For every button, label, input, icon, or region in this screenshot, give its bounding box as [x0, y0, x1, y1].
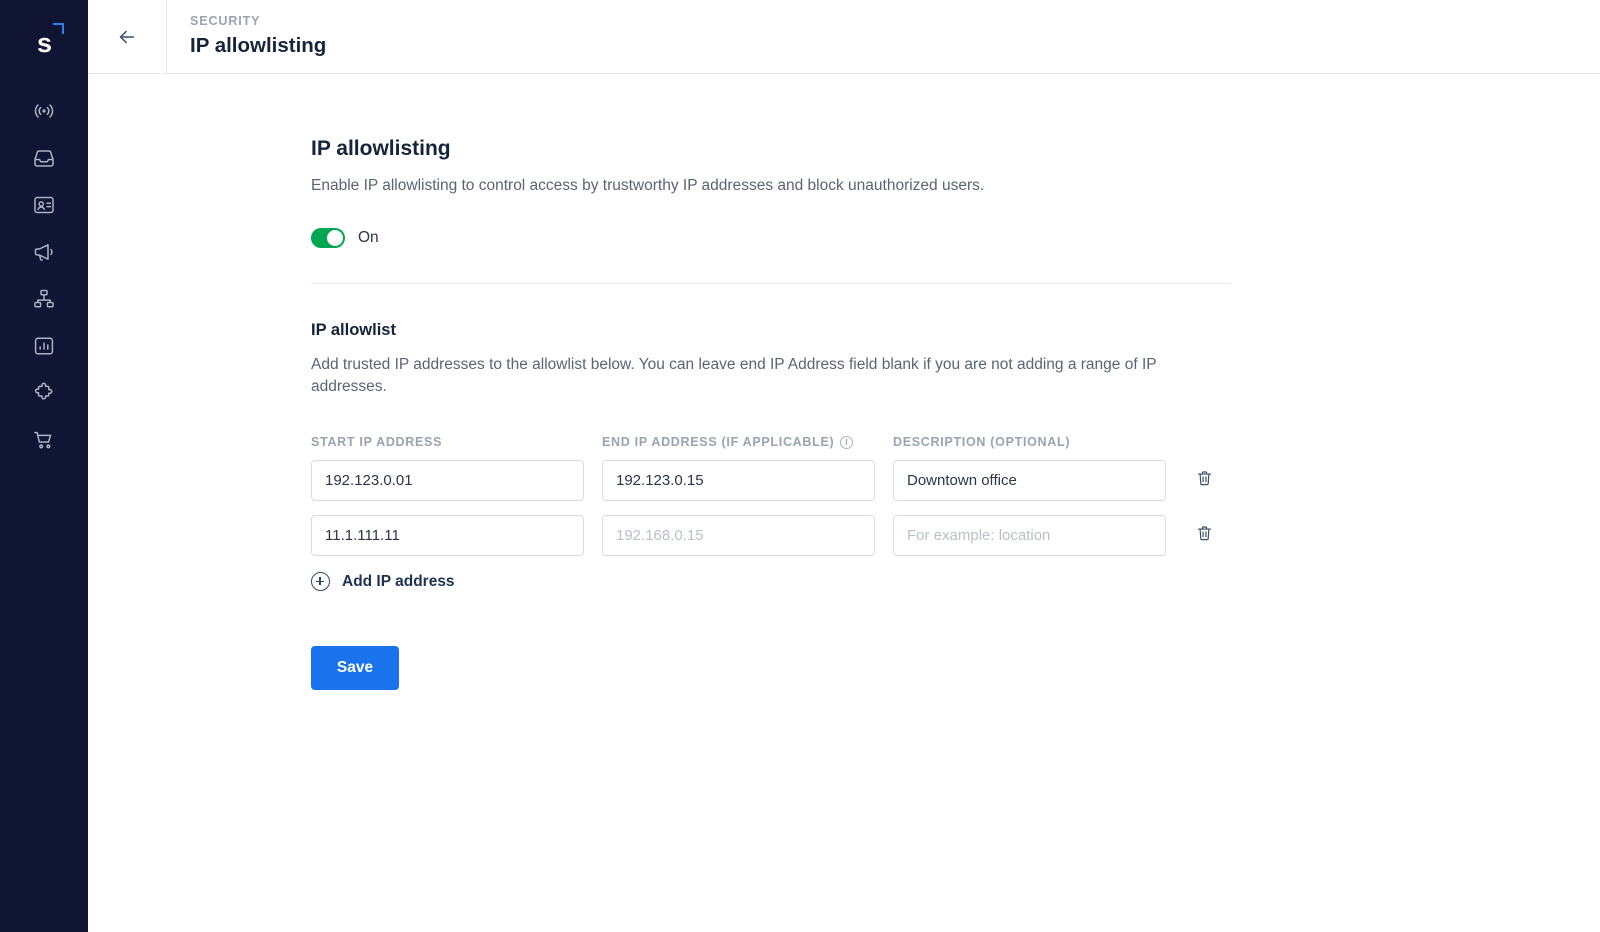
add-ip-address-label: Add IP address [342, 572, 455, 590]
delete-row-button[interactable] [1184, 515, 1224, 556]
ip-allowlist-section [311, 321, 1251, 691]
megaphone-icon [32, 240, 56, 264]
table-row [311, 515, 1251, 556]
trash-icon [1195, 524, 1214, 548]
section-title: IP allowlisting [311, 137, 451, 160]
back-button[interactable] [88, 0, 167, 73]
subsection-title: IP allowlist [311, 320, 396, 339]
flow-chart-icon [32, 287, 56, 311]
allowlisting-toggle-row [311, 228, 1251, 248]
end-ip-cell [602, 515, 875, 556]
description-input[interactable] [893, 515, 1166, 556]
plus-circle-icon [311, 572, 330, 591]
section-divider [311, 283, 1231, 284]
add-ip-address-button[interactable] [311, 572, 455, 591]
sidebar-item-automation[interactable] [21, 286, 67, 312]
broadcast-icon [32, 99, 56, 123]
inbox-icon [32, 146, 56, 170]
page-title: IP allowlisting [190, 34, 327, 58]
app-logo[interactable] [0, 14, 88, 72]
end-ip-input[interactable] [602, 515, 875, 556]
description-input[interactable] [893, 460, 1166, 501]
sidebar-item-contacts[interactable] [21, 192, 67, 218]
top-bar [88, 0, 1600, 74]
column-header-end-ip-label: END IP ADDRESS (IF APPLICABLE) [602, 435, 835, 450]
end-ip-input[interactable] [602, 460, 875, 501]
info-icon[interactable]: I [840, 436, 853, 449]
ip-allowlist-table [311, 435, 1251, 591]
delete-row-button[interactable] [1184, 460, 1224, 501]
shopping-cart-icon [32, 428, 56, 452]
bar-chart-icon [32, 334, 56, 358]
end-ip-cell [602, 460, 875, 501]
contact-card-icon [32, 193, 56, 217]
start-ip-input[interactable] [311, 515, 584, 556]
toggle-knob [327, 230, 343, 246]
sidebar [0, 0, 88, 932]
sidebar-item-campaigns[interactable] [21, 239, 67, 265]
logo-letter: s [36, 27, 52, 58]
table-column-headers [311, 435, 1251, 449]
puzzle-icon [32, 381, 56, 405]
start-ip-input[interactable] [311, 460, 584, 501]
allowlisting-toggle[interactable] [311, 228, 345, 248]
subsection-description: Add trusted IP addresses to the allowlist below. You can leave end IP Address field blank if you are not adding a range of IP addresses. [311, 355, 1157, 396]
start-ip-cell [311, 515, 584, 556]
page-heading [167, 0, 326, 73]
section-description: Enable IP allowlisting to control access by trustworthy IP addresses and block unauthorized users. [311, 177, 985, 195]
start-ip-cell [311, 460, 584, 501]
arrow-left-icon [116, 26, 138, 48]
description-cell [893, 460, 1166, 501]
content-area [88, 74, 1600, 932]
sidebar-item-broadcast[interactable] [21, 98, 67, 124]
sidebar-nav [0, 98, 88, 453]
sidebar-item-commerce[interactable] [21, 427, 67, 453]
sidebar-item-analytics[interactable] [21, 333, 67, 359]
table-row [311, 460, 1251, 501]
trash-icon [1195, 469, 1214, 493]
column-header-start-ip: START IP ADDRESS [311, 435, 443, 450]
breadcrumb: SECURITY [190, 13, 261, 28]
save-button[interactable]: Save [311, 646, 399, 690]
toggle-state-label: On [358, 228, 379, 246]
column-header-description: DESCRIPTION (OPTIONAL) [893, 435, 1071, 450]
description-cell [893, 515, 1166, 556]
column-header-end-ip [602, 435, 875, 449]
sidebar-item-integrations[interactable] [21, 380, 67, 406]
main-area [88, 0, 1600, 932]
ip-allowlisting-panel [311, 136, 1251, 690]
sidebar-item-inbox[interactable] [21, 145, 67, 171]
corner-tick-icon [53, 23, 64, 34]
